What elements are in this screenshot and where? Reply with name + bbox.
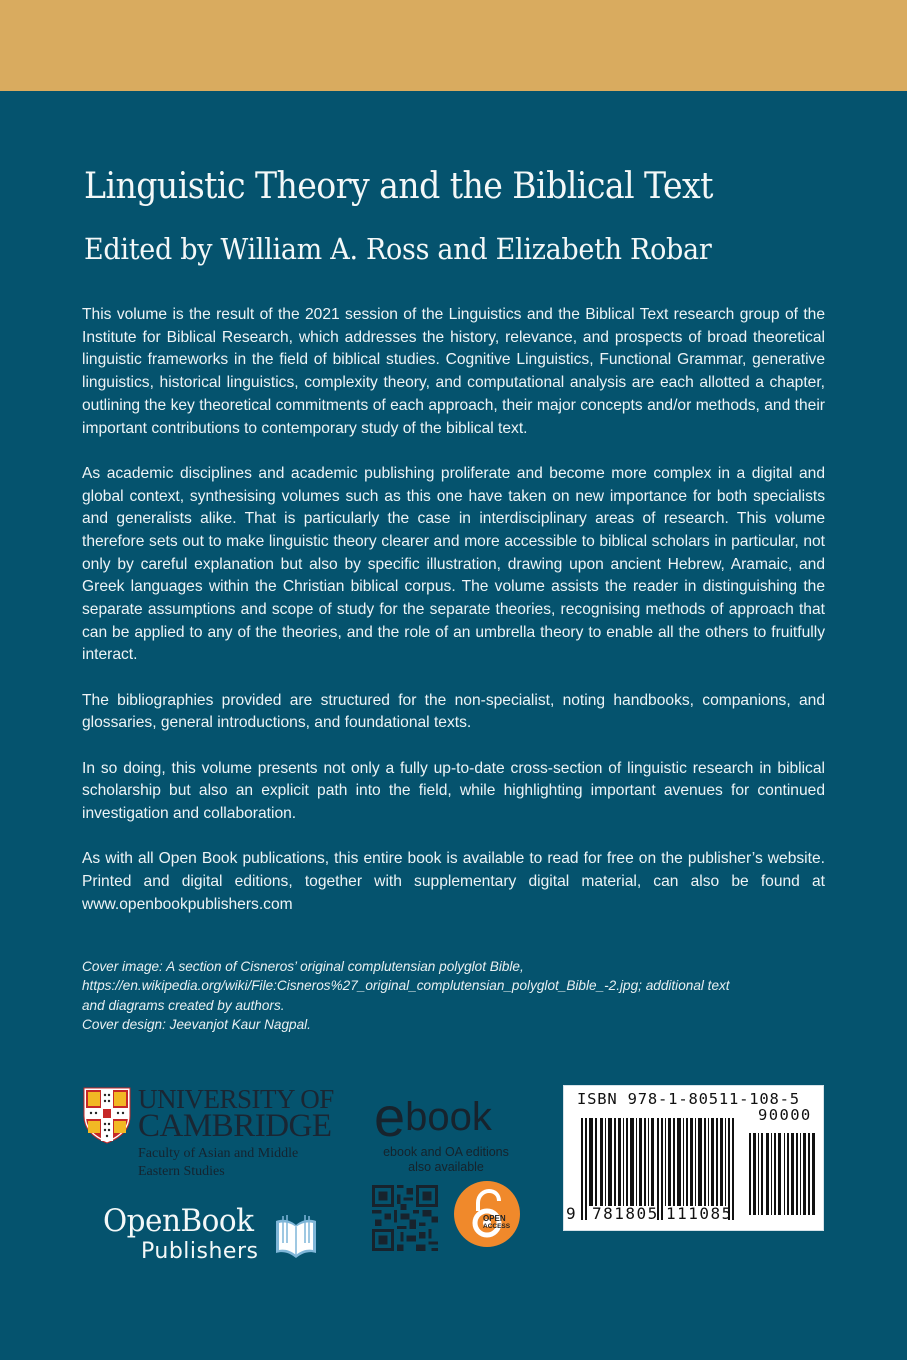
ean-first-digit: 9 xyxy=(566,1204,576,1223)
isbn-barcode xyxy=(563,1085,824,1231)
oa-line-1: OPEN xyxy=(483,1214,506,1223)
ebook-book: book xyxy=(405,1095,492,1139)
isbn-label: ISBN 978-1-80511-108-5 xyxy=(577,1090,800,1108)
ean-left-group: 781805 xyxy=(592,1204,659,1223)
cambridge-wordmark-line2: CAMBRIDGE xyxy=(138,1108,332,1144)
ebook-note xyxy=(360,1145,532,1175)
oa-line-2: ACCESS xyxy=(483,1223,511,1230)
description-paragraph-3: The bibliographies provided are structured for the non-specialist, noting handbooks, companions, and glossaries, general introductions, and foundational texts. xyxy=(82,691,825,732)
cover-credits xyxy=(82,957,832,1034)
book-description xyxy=(82,304,825,917)
open-access-icon xyxy=(454,1181,520,1247)
qr-code-icon[interactable] xyxy=(372,1185,438,1251)
openbook-sub: Publishers xyxy=(141,1239,259,1264)
faculty-line-1: Faculty of Asian and Middle xyxy=(138,1146,299,1161)
faculty-line-2: Eastern Studies xyxy=(138,1164,225,1179)
openbook-publishers-logo xyxy=(103,1203,323,1268)
cambridge-faculty xyxy=(138,1145,358,1181)
ebook-note-line-1: ebook and OA editions xyxy=(383,1145,509,1159)
top-color-band xyxy=(0,0,907,91)
ebook-note-line-2: also available xyxy=(408,1160,484,1174)
credit-line-4: Cover design: Jeevanjot Kaur Nagpal. xyxy=(82,1016,311,1032)
description-paragraph-4: In so doing, this volume presents not only a fully up-to-date cross-section of linguistic research in biblical scholarship but also an explicit path into the field, while highlighting important avenues for continued investigation and collaboration. xyxy=(82,759,825,823)
book-editors: Edited by William A. Ross and Elizabeth Robar xyxy=(84,232,712,266)
description-paragraph-2: As academic disciplines and academic publishing proliferate and become more complex in a digital and global context, synthesising volumes such as this one have taken on new importance for both specialists and generalists alike. That is particularly the case in interdisciplinary areas of research. This volume therefore sets out to make linguistic theory clearer and more accessible to biblical scholars in particular, not only by careful explanation but also by specific illustration, drawing upon ancient Hebrew, Aramaic, and Greek languages within the Christian biblical corpus. The volume assists the reader in distinguishing the separate assumptions and scope of study for the separate theories, recognising methods of approach that can be applied to any of the theories, and the role of an umbrella theory to enable all the others to fruitfully interact. xyxy=(82,464,825,664)
price-addon: 90000 xyxy=(758,1106,812,1124)
description-paragraph-1: This volume is the result of the 2021 session of the Linguistics and the Biblical Text research group of the Institute for Biblical Research, which addresses the history, relevance, and prospects of broad theoretical linguistic frameworks in the field of biblical studies. Cognitive Linguistics, Functional Grammar, generative linguistics, historical linguistics, complexity theory, and computational analysis are each allotted a chapter, outlining the key theoretical commitments of each approach, their major concepts and/or methods, and their important contributions to contemporary study of the biblical text. xyxy=(82,306,825,437)
addon-barcode-bars xyxy=(749,1133,817,1215)
cambridge-wordmark-line1: UNIVERSITY OF xyxy=(138,1084,334,1114)
ebook-e: e xyxy=(374,1085,406,1148)
cambridge-crest-icon xyxy=(82,1086,132,1144)
description-paragraph-5: As with all Open Book publications, this entire book is available to read for free on the publisher’s website. Printed and digital editions, together with supplementary digital material, can also be found at www.openbookpublishers.com xyxy=(82,850,825,913)
book-title: Linguistic Theory and the Biblical Text xyxy=(84,166,713,207)
ean-right-group: 111085 xyxy=(666,1204,733,1223)
credit-line-3: and diagrams created by authors. xyxy=(82,997,285,1013)
open-access-label xyxy=(483,1215,510,1231)
ebook-wordmark xyxy=(374,1085,492,1148)
open-book-icon xyxy=(273,1213,319,1261)
credit-line-1: Cover image: A section of Cisneros’ original complutensian polyglot Bible, xyxy=(82,959,524,974)
credit-line-2: https://en.wikipedia.org/wiki/File:Cisneros%27_original_complutensian_polyglot_Bible_-2.jpg; additional text xyxy=(82,978,730,994)
openbook-name: OpenBook xyxy=(103,1203,254,1239)
